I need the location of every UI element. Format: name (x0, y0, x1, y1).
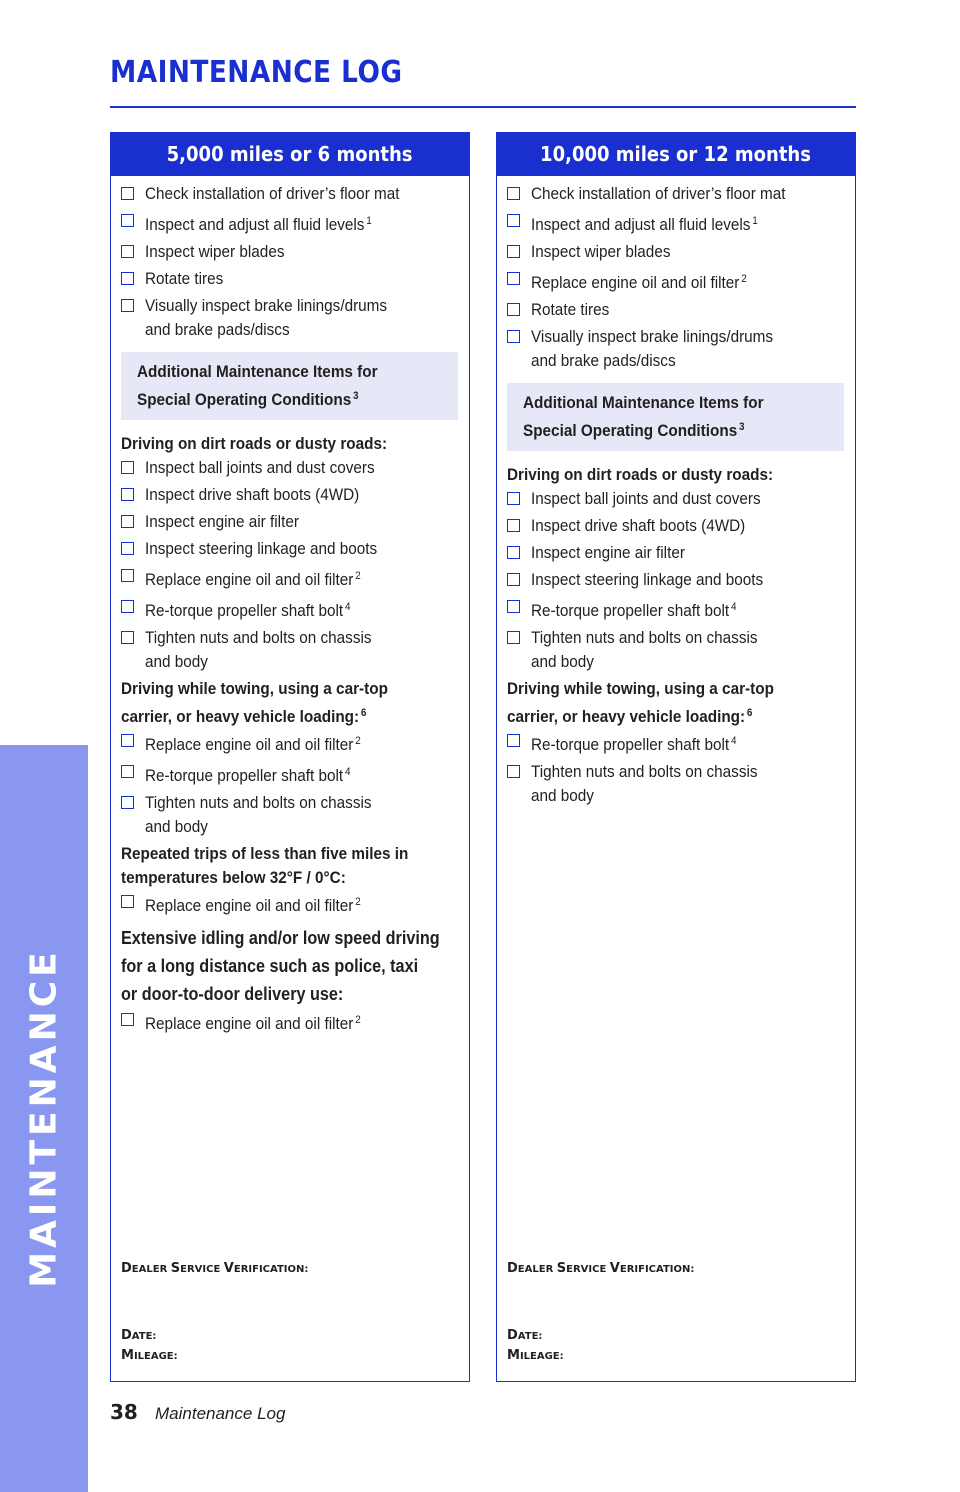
checkbox[interactable] (121, 187, 134, 200)
mileage-label: MILEAGE: (121, 1348, 178, 1363)
title-divider (110, 106, 856, 108)
column-body (111, 176, 469, 1036)
checkbox[interactable] (121, 796, 134, 809)
checklist-item: Tighten nuts and bolts on chassis and body (121, 626, 458, 674)
checklist-item: Inspect steering linkage and boots (507, 568, 844, 592)
checkbox[interactable] (121, 272, 134, 285)
checklist-item: Check installation of driver’s floor mat (121, 182, 458, 206)
checklist-item: Inspect wiper blades (507, 240, 844, 264)
checklist-item: Re-torque propeller shaft bolt $^4$ (507, 595, 844, 623)
checklist-item: Visually inspect brake linings/drums and brake pads/discs (507, 325, 844, 373)
checkbox[interactable] (121, 542, 134, 555)
checkbox[interactable] (507, 600, 520, 613)
section-heading-towing: Driving while towing, using a car-top carrier, or heavy vehicle loading: $^6$ (121, 679, 388, 726)
checkbox[interactable] (121, 569, 134, 582)
section-heading-idling: Extensive idling and/or low speed driving for a long distance such as police, taxi or door-to-door delivery use: (121, 928, 440, 1004)
checklist-item: Inspect engine air filter (121, 510, 458, 534)
checklist-item: Rotate tires (507, 298, 844, 322)
checkbox[interactable] (121, 461, 134, 474)
column-header: 10,000 miles or 12 months (497, 133, 855, 176)
checkbox[interactable] (507, 546, 520, 559)
checkbox[interactable] (507, 303, 520, 316)
checklist-item: Replace engine oil and oil filter $^2$ (121, 564, 458, 592)
side-tab-label: MAINTENANCE (23, 948, 65, 1288)
section-heading-towing: Driving while towing, using a car-top carrier, or heavy vehicle loading: $^6$ (507, 679, 774, 726)
checklist-item: Replace engine oil and oil filter $^2$ (121, 1008, 458, 1036)
checklist-item: Inspect and adjust all fluid levels $^1$ (121, 209, 458, 237)
dealer-service-verification-label: DEALER SERVICE VERIFICATION: (121, 1261, 309, 1276)
checkbox[interactable] (121, 488, 134, 501)
checkbox[interactable] (507, 272, 520, 285)
checklist-item: Re-torque propeller shaft bolt $^4$ (121, 760, 458, 788)
checkbox[interactable] (507, 214, 520, 227)
checkbox[interactable] (507, 631, 520, 644)
maintenance-column-5000 (110, 132, 470, 1382)
checkbox[interactable] (121, 299, 134, 312)
mileage-label: MILEAGE: (507, 1348, 564, 1363)
special-conditions-box: Additional Maintenance Items for Special Operating Conditions $^3$ (507, 383, 844, 451)
checklist-item: Replace engine oil and oil filter $^2$ (121, 729, 458, 757)
checkbox[interactable] (121, 515, 134, 528)
checkbox[interactable] (121, 765, 134, 778)
checklist-item: Tighten nuts and bolts on chassis and body (121, 791, 458, 839)
checklist-item: Inspect engine air filter (507, 541, 844, 565)
checkbox[interactable] (121, 631, 134, 644)
dealer-service-verification-label: DEALER SERVICE VERIFICATION: (507, 1261, 695, 1276)
checkbox[interactable] (121, 600, 134, 613)
checkbox[interactable] (121, 734, 134, 747)
special-conditions-box: Additional Maintenance Items for Special Operating Conditions $^3$ (121, 352, 458, 420)
checklist-item: Replace engine oil and oil filter $^2$ (507, 267, 844, 295)
checklist-item: Inspect drive shaft boots (4WD) (121, 483, 458, 507)
checklist-item: Re-torque propeller shaft bolt $^4$ (507, 729, 844, 757)
checklist-item: Inspect and adjust all fluid levels $^1$ (507, 209, 844, 237)
section-heading-dirt-roads: Driving on dirt roads or dusty roads: (507, 465, 774, 484)
checkbox[interactable] (121, 245, 134, 258)
checklist-item: Inspect ball joints and dust covers (121, 456, 458, 480)
column-body (497, 176, 855, 808)
checkbox[interactable] (121, 214, 134, 227)
date-label: DATE: (121, 1328, 157, 1343)
date-label: DATE: (507, 1328, 543, 1343)
checklist-item: Inspect wiper blades (121, 240, 458, 264)
checklist-item: Rotate tires (121, 267, 458, 291)
checklist-item: Check installation of driver’s floor mat (507, 182, 844, 206)
checkbox[interactable] (507, 734, 520, 747)
checkbox[interactable] (507, 519, 520, 532)
checkbox[interactable] (507, 765, 520, 778)
checkbox[interactable] (507, 187, 520, 200)
checklist-item: Visually inspect brake linings/drums and brake pads/discs (121, 294, 458, 342)
checkbox[interactable] (507, 573, 520, 586)
checkbox[interactable] (507, 245, 520, 258)
checklist-item: Inspect ball joints and dust covers (507, 487, 844, 511)
checklist-item: Tighten nuts and bolts on chassis and body (507, 626, 844, 674)
column-header: 5,000 miles or 6 months (111, 133, 469, 176)
section-heading-short-trips: Repeated trips of less than five miles in temperatures below 32°F / 0°C: (121, 844, 409, 887)
page-number: 38 (110, 1400, 138, 1424)
page-title: MAINTENANCE LOG (110, 55, 403, 90)
checklist-item: Replace engine oil and oil filter $^2$ (121, 890, 458, 918)
checklist-item: Tighten nuts and bolts on chassis and body (507, 760, 844, 808)
checkbox[interactable] (121, 1013, 134, 1026)
footer-section-title: Maintenance Log (155, 1404, 286, 1423)
checkbox[interactable] (507, 330, 520, 343)
checkbox[interactable] (507, 492, 520, 505)
checklist-item: Inspect steering linkage and boots (121, 537, 458, 561)
maintenance-column-10000 (496, 132, 856, 1382)
checkbox[interactable] (121, 895, 134, 908)
section-heading-dirt-roads: Driving on dirt roads or dusty roads: (121, 434, 388, 453)
checklist-item: Re-torque propeller shaft bolt $^4$ (121, 595, 458, 623)
checklist-item: Inspect drive shaft boots (4WD) (507, 514, 844, 538)
